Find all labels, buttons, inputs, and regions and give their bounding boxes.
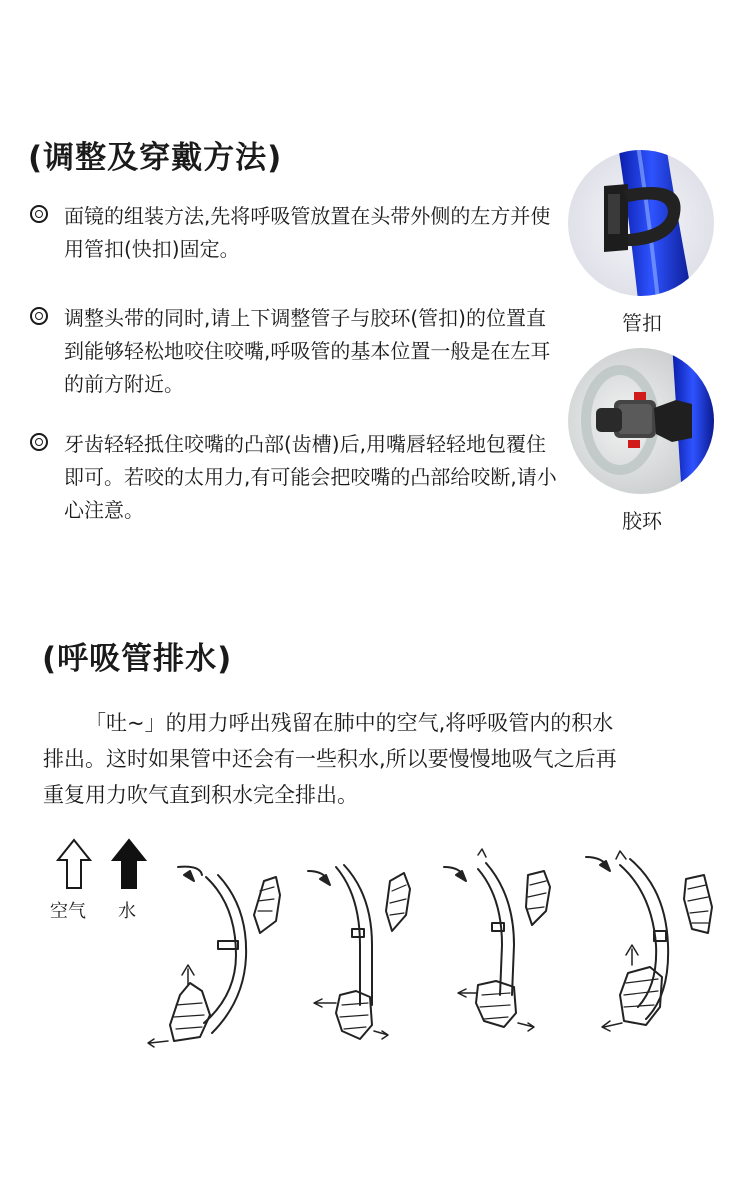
snorkel-step-4 <box>586 851 712 1031</box>
section-title-adjust: (调整及穿戴方法) <box>28 140 283 176</box>
bullet-circle-icon <box>30 307 48 325</box>
section-title-drain: (呼吸管排水) <box>42 641 233 677</box>
water-label: 水 <box>118 901 136 922</box>
snorkel-step-1 <box>148 867 280 1047</box>
buckle-photo <box>568 150 714 296</box>
bullet-item <box>30 302 560 401</box>
snorkel-step-2 <box>308 865 410 1039</box>
bullet-text: 调整头带的同时,请上下调整管子与胶环(管扣)的位置直到能够轻松地咬住咬嘴,呼吸管的基本位置一般是在左耳的前方附近。 <box>64 306 551 396</box>
air-label: 空气 <box>50 901 86 922</box>
snorkel-diagram-icon <box>140 845 740 1060</box>
bullet-text: 牙齿轻轻抵住咬嘴的凸部(齿槽)后,用嘴唇轻轻地包覆住即可。若咬的太用力,有可能会把咬嘴的凸部给咬断,请小心注意。 <box>64 432 557 522</box>
ring-photo <box>568 348 714 494</box>
drain-paragraph: 「吐~」的用力呼出残留在肺中的空气,将呼吸管内的积水排出。这时如果管中还会有一些积水,所以要慢慢地吸气之后再重复用力吹气直到积水完全排出。 <box>43 711 617 807</box>
ring-caption: 胶环 <box>622 509 662 533</box>
bullet-circle-icon <box>30 205 48 223</box>
buckle-caption: 管扣 <box>622 311 662 335</box>
air-arrow-icon <box>56 838 92 890</box>
bullet-text: 面镜的组装方法,先将呼吸管放置在头带外侧的左方并使用管扣(快扣)固定。 <box>64 204 551 261</box>
bullet-item <box>30 200 560 266</box>
bullet-item <box>30 428 560 527</box>
bullet-circle-icon <box>30 433 48 451</box>
snorkel-step-3 <box>444 849 550 1031</box>
